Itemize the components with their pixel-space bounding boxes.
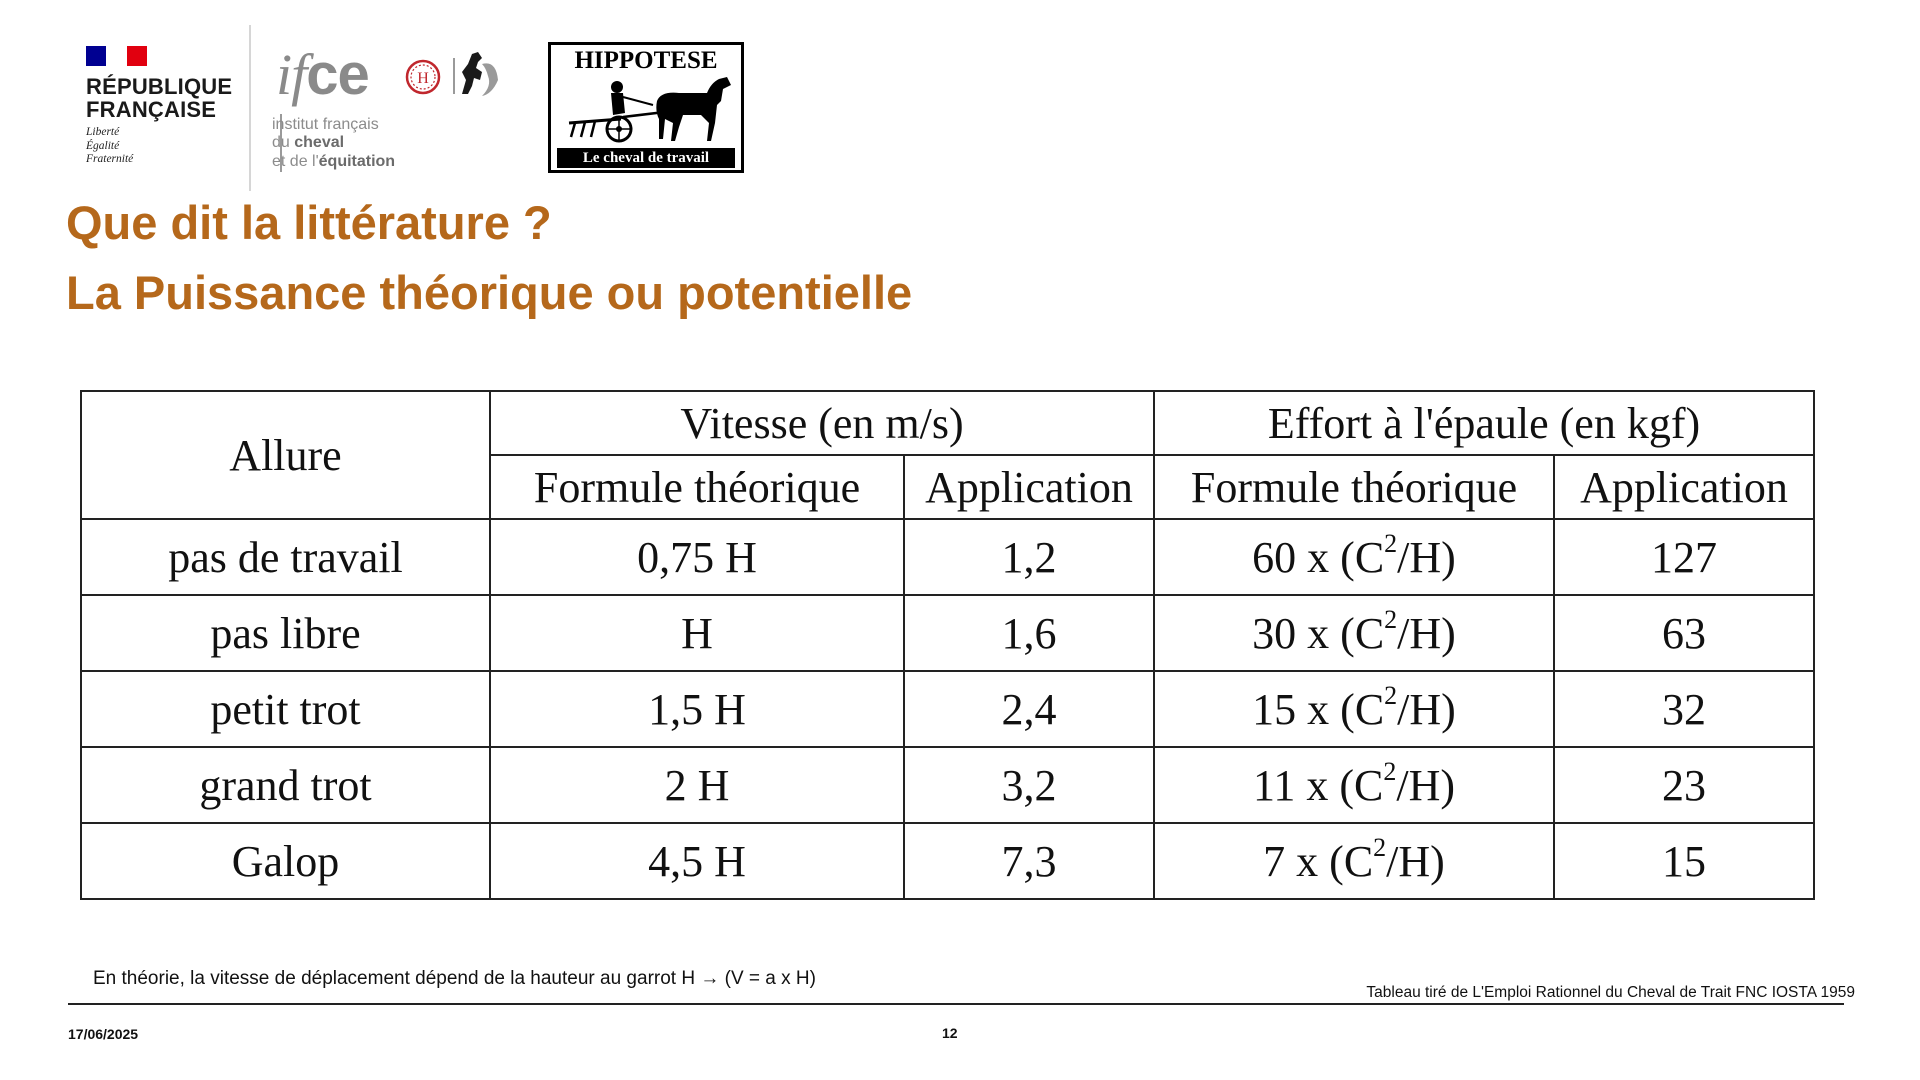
page-subtitle: La Puissance théorique ou potentielle [66,266,913,319]
cell-allure: Galop [81,823,490,899]
ifce-wordmark: ifce [276,42,369,107]
cell-effort-application: 23 [1554,747,1814,823]
cell-effort-application: 127 [1554,519,1814,595]
table-row [81,519,1814,595]
table-row [81,747,1814,823]
cell-allure: petit trot [81,671,490,747]
footer-rule [68,1003,1844,1005]
cell-effort-formule: 11 x $(C^2/H)$ [1154,747,1554,823]
cell-effort-application: 15 [1554,823,1814,899]
rearing-horse-icon [452,50,500,100]
header-effort: Effort à l'épaule (en kgf) [1154,391,1814,455]
hippotese-subtitle: Le cheval de travail [557,148,735,168]
page-title: Que dit la littérature ? [66,196,552,249]
ifce-logo: ifce H institut français du cheval et de l'équitation [276,44,516,174]
header-effort-application: Application [1554,455,1814,519]
cell-allure: pas libre [81,595,490,671]
cell-effort-formule: 15 x $(C^2/H)$ [1154,671,1554,747]
cell-allure: pas de travail [81,519,490,595]
cell-vitesse-formule: 2 H [490,747,904,823]
cell-effort-formule: 60 x $(C^2/H)$ [1154,519,1554,595]
header-vitesse-application: Application [904,455,1154,519]
power-table [80,390,1815,900]
header-vitesse: Vitesse (en m/s) [490,391,1154,455]
hippotese-title: HIPPOTESE [574,47,718,74]
cell-vitesse-application: 3,2 [904,747,1154,823]
cell-allure: grand trot [81,747,490,823]
hippotese-logo [548,42,744,173]
table-row [81,595,1814,671]
cell-effort-formule: 7 x $(C^2/H)$ [1154,823,1554,899]
cell-vitesse-application: 1,2 [904,519,1154,595]
page-number: 12 [942,1025,958,1041]
table-row [81,823,1814,899]
footer-date: 17/06/2025 [68,1026,139,1042]
french-flag-icon [86,46,147,66]
cell-effort-application: 63 [1554,595,1814,671]
header-allure: Allure [81,391,490,519]
cell-effort-formule: 30 x $(C^2/H)$ [1154,595,1554,671]
ifce-seal-icon [404,58,442,96]
republique-francaise-logo [86,46,236,167]
rf-name: RÉPUBLIQUE FRANÇAISE [86,74,233,122]
cell-vitesse-application: 1,6 [904,595,1154,671]
logo-separator [249,25,251,191]
cell-vitesse-application: 7,3 [904,823,1154,899]
svg-text:H: H [417,70,429,87]
theory-note: En théorie, la vitesse de déplacement dépend de la hauteur au garrot H → (V = a x H) [93,968,816,989]
rf-motto: Liberté Égalité Fraternité [86,126,134,165]
header-effort-formule: Formule théorique [1154,455,1554,519]
cell-effort-application: 32 [1554,671,1814,747]
cell-vitesse-formule: 4,5 H [490,823,904,899]
table-row [81,671,1814,747]
cell-vitesse-formule: H [490,595,904,671]
cell-vitesse-application: 2,4 [904,671,1154,747]
horse-drawn-plow-icon [561,75,733,145]
cell-vitesse-formule: 0,75 H [490,519,904,595]
cell-vitesse-formule: 1,5 H [490,671,904,747]
source-citation: Tableau tiré de L'Emploi Rationnel du Cheval de Trait FNC IOSTA 1959 [1366,984,1855,1001]
header-vitesse-formule: Formule théorique [490,455,904,519]
